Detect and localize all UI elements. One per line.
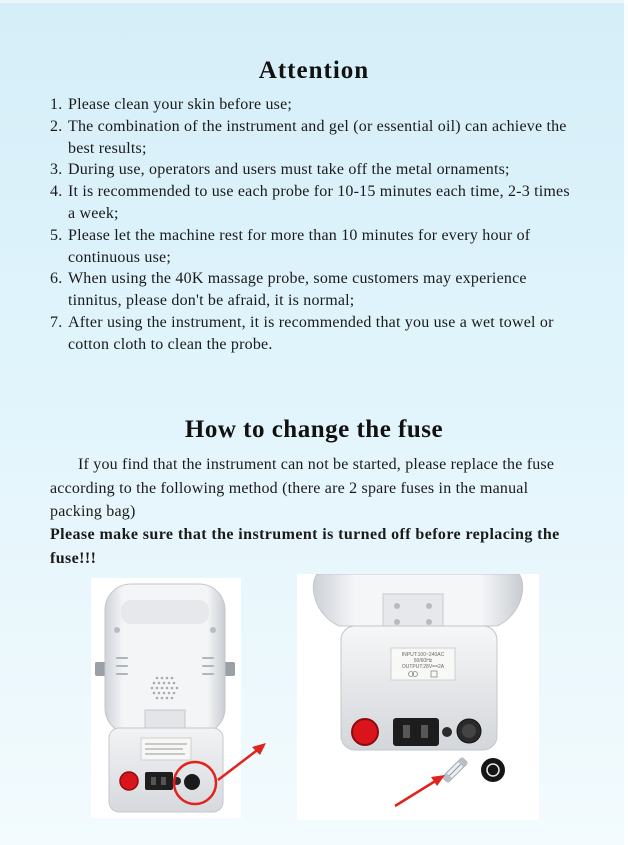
spare-fuse bbox=[442, 757, 467, 782]
attention-item-number: 1. bbox=[50, 96, 63, 113]
attention-item-3 bbox=[50, 159, 580, 181]
screw bbox=[114, 627, 120, 633]
red-arrow-icon bbox=[214, 740, 270, 784]
socket-pin bbox=[151, 777, 156, 785]
fuse-warning: Please make sure that the instrument is turned off before replacing the fuse!!! bbox=[50, 526, 560, 567]
attention-item-6 bbox=[50, 268, 580, 312]
fuse-section-title: How to change the fuse bbox=[184, 416, 444, 443]
socket-pin bbox=[403, 725, 410, 738]
fuse-instructions-text: If you find that the instrument can not be started, please replace the fuse according to the following method (there are 2 spare fuses in the manual packing bag) bbox=[50, 456, 555, 520]
attention-item-number: 3. bbox=[50, 161, 63, 179]
rating-label-line-1: INPUT:100~240AC bbox=[401, 652, 445, 658]
attention-item-number: 6. bbox=[50, 270, 63, 288]
attention-item-number: 7. bbox=[50, 313, 63, 331]
red-arrow-head-icon bbox=[431, 775, 445, 786]
attention-item-text: Please clean your skin before use; bbox=[68, 96, 293, 113]
fuse-instructions-paragraph bbox=[50, 453, 580, 524]
screw bbox=[394, 619, 400, 625]
device-base-illustration bbox=[297, 574, 539, 820]
attention-item-text: When using the 40K massage probe, some customers may experience tinnitus, please don't be afraid, it is normal; bbox=[68, 270, 527, 310]
rating-label-line-3: OUTPUT:28V==2A bbox=[401, 664, 445, 670]
attention-item-1 bbox=[50, 94, 580, 116]
socket-pin bbox=[161, 777, 166, 785]
red-arrow-line bbox=[395, 780, 437, 806]
attention-item-text: Please let the machine rest for more than 10 minutes for every hour of continuous use; bbox=[68, 226, 531, 266]
attention-item-number: 2. bbox=[50, 117, 63, 135]
attention-list bbox=[50, 94, 580, 356]
power-button bbox=[352, 719, 378, 745]
socket-pin bbox=[421, 725, 428, 738]
attention-item-2 bbox=[50, 116, 580, 160]
attention-title: Attention bbox=[258, 57, 370, 84]
screw bbox=[394, 603, 400, 609]
screw bbox=[426, 603, 432, 609]
fuse-cap bbox=[184, 774, 200, 790]
page-top-edge bbox=[0, 0, 628, 3]
power-button bbox=[120, 772, 138, 790]
attention-item-number: 4. bbox=[50, 183, 63, 201]
attention-item-5 bbox=[50, 225, 580, 269]
attention-item-text: During use, operators and users must take off the metal ornaments; bbox=[68, 161, 510, 179]
head-top-panel bbox=[121, 600, 209, 624]
attention-item-text: The combination of the instrument and gel (or essential oil) can achieve the best results; bbox=[68, 117, 567, 157]
attention-item-text: It is recommended to use each probe for 10-15 minutes each time, 2-3 times a week; bbox=[68, 183, 570, 222]
attention-item-number: 5. bbox=[50, 226, 63, 244]
attention-item-4 bbox=[50, 181, 580, 225]
fuse-holder-small bbox=[442, 727, 452, 737]
power-socket bbox=[393, 718, 439, 746]
screw bbox=[426, 619, 432, 625]
screw bbox=[210, 627, 216, 633]
attention-item-text: After using the instrument, it is recommended that you use a wet towel or cotton cloth to clean the probe. bbox=[68, 313, 554, 353]
fuse-cap-inner bbox=[462, 724, 476, 738]
device-base-closeup-photo bbox=[297, 574, 539, 820]
power-socket bbox=[145, 772, 173, 790]
attention-item-7 bbox=[50, 312, 580, 356]
rating-label-line-2: 50/60Hz bbox=[413, 658, 433, 664]
removed-fuse-cap bbox=[481, 758, 505, 782]
